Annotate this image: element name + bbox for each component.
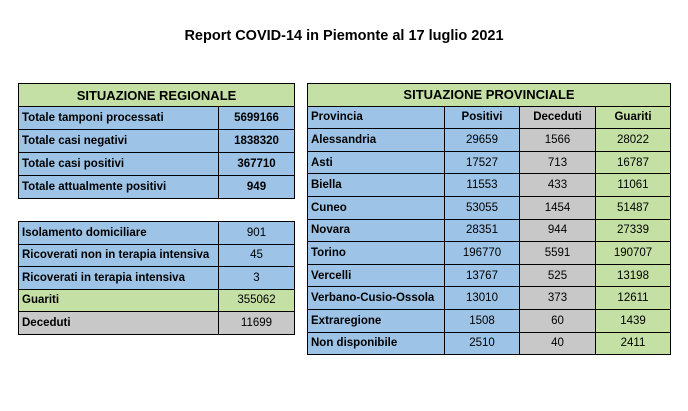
column-header: Positivi — [445, 106, 520, 129]
column-header: Deceduti — [520, 106, 596, 129]
deceduti-value: 713 — [520, 151, 596, 174]
regional-summary-table — [18, 83, 295, 199]
regional-value: 949 — [219, 176, 295, 199]
deceduti-value: 1454 — [520, 196, 596, 219]
guariti-value: 190707 — [596, 242, 671, 265]
column-header: Guariti — [596, 106, 671, 129]
guariti-value: 28022 — [596, 129, 671, 152]
detail-value: 3 — [219, 267, 295, 290]
deceduti-value: 944 — [520, 219, 596, 242]
provincial-rows — [308, 129, 671, 355]
province-name: Vercelli — [308, 264, 445, 287]
province-name: Non disponibile — [308, 332, 445, 355]
table-row — [19, 244, 295, 267]
province-name: Torino — [308, 242, 445, 265]
province-name: Asti — [308, 151, 445, 174]
regional-label: Totale casi negativi — [19, 130, 219, 153]
guariti-value: 12611 — [596, 287, 671, 310]
guariti-value: 13198 — [596, 264, 671, 287]
detail-label: Ricoverati non in terapia intensiva — [19, 244, 219, 267]
table-row — [19, 107, 295, 130]
table-row — [19, 267, 295, 290]
table-row — [308, 287, 671, 310]
table-row — [308, 309, 671, 332]
province-name: Biella — [308, 174, 445, 197]
guariti-value: 27339 — [596, 219, 671, 242]
page-title: Report COVID-14 in Piemonte al 17 luglio 2021 — [184, 28, 504, 44]
province-name: Alessandria — [308, 129, 445, 152]
deceduti-value: 5591 — [520, 242, 596, 265]
provincial-header-row — [308, 84, 671, 107]
positivi-value: 13010 — [445, 287, 520, 310]
regional-value: 1838320 — [219, 130, 295, 153]
table-row — [308, 196, 671, 219]
positivi-value: 29659 — [445, 129, 520, 152]
deceduti-value: 1566 — [520, 129, 596, 152]
positivi-value: 13767 — [445, 264, 520, 287]
provincial-table — [307, 83, 671, 355]
positivi-value: 53055 — [445, 196, 520, 219]
regional-detail-table — [18, 221, 295, 335]
positivi-value: 1508 — [445, 309, 520, 332]
regional-label: Totale casi positivi — [19, 153, 219, 176]
guariti-value: 1439 — [596, 309, 671, 332]
detail-label: Isolamento domiciliare — [19, 222, 219, 245]
positivi-value: 196770 — [445, 242, 520, 265]
regional-value: 5699166 — [219, 107, 295, 130]
detail-label: Ricoverati in terapia intensiva — [19, 267, 219, 290]
province-name: Verbano-Cusio-Ossola — [308, 287, 445, 310]
positivi-value: 17527 — [445, 151, 520, 174]
province-name: Cuneo — [308, 196, 445, 219]
detail-value: 45 — [219, 244, 295, 267]
deceduti-value: 373 — [520, 287, 596, 310]
detail-label: Guariti — [19, 289, 219, 312]
regional-label: Totale tamponi processati — [19, 107, 219, 130]
positivi-value: 2510 — [445, 332, 520, 355]
guariti-value: 51487 — [596, 196, 671, 219]
province-name: Novara — [308, 219, 445, 242]
table-row — [308, 151, 671, 174]
column-header-row — [308, 106, 671, 129]
regional-header-row — [19, 84, 295, 107]
regional-label: Totale attualmente positivi — [19, 176, 219, 199]
deceduti-value: 40 — [520, 332, 596, 355]
column-header: Provincia — [308, 106, 445, 129]
table-row — [308, 242, 671, 265]
table-row — [19, 176, 295, 199]
table-row — [308, 129, 671, 152]
deceduti-value: 433 — [520, 174, 596, 197]
deceduti-value: 525 — [520, 264, 596, 287]
detail-value: 11699 — [219, 312, 295, 335]
table-row — [19, 312, 295, 335]
provincial-header: SITUAZIONE PROVINCIALE — [308, 84, 671, 107]
province-name: Extraregione — [308, 309, 445, 332]
positivi-value: 28351 — [445, 219, 520, 242]
detail-value: 355062 — [219, 289, 295, 312]
table-row — [308, 332, 671, 355]
table-row — [19, 153, 295, 176]
table-row — [19, 289, 295, 312]
guariti-value: 16787 — [596, 151, 671, 174]
deceduti-value: 60 — [520, 309, 596, 332]
detail-label: Deceduti — [19, 312, 219, 335]
table-row — [19, 130, 295, 153]
table-row — [308, 264, 671, 287]
regional-value: 367710 — [219, 153, 295, 176]
table-row — [308, 174, 671, 197]
positivi-value: 11553 — [445, 174, 520, 197]
detail-value: 901 — [219, 222, 295, 245]
guariti-value: 2411 — [596, 332, 671, 355]
table-row — [308, 219, 671, 242]
table-row — [19, 222, 295, 245]
regional-header: SITUAZIONE REGIONALE — [19, 84, 295, 107]
guariti-value: 11061 — [596, 174, 671, 197]
